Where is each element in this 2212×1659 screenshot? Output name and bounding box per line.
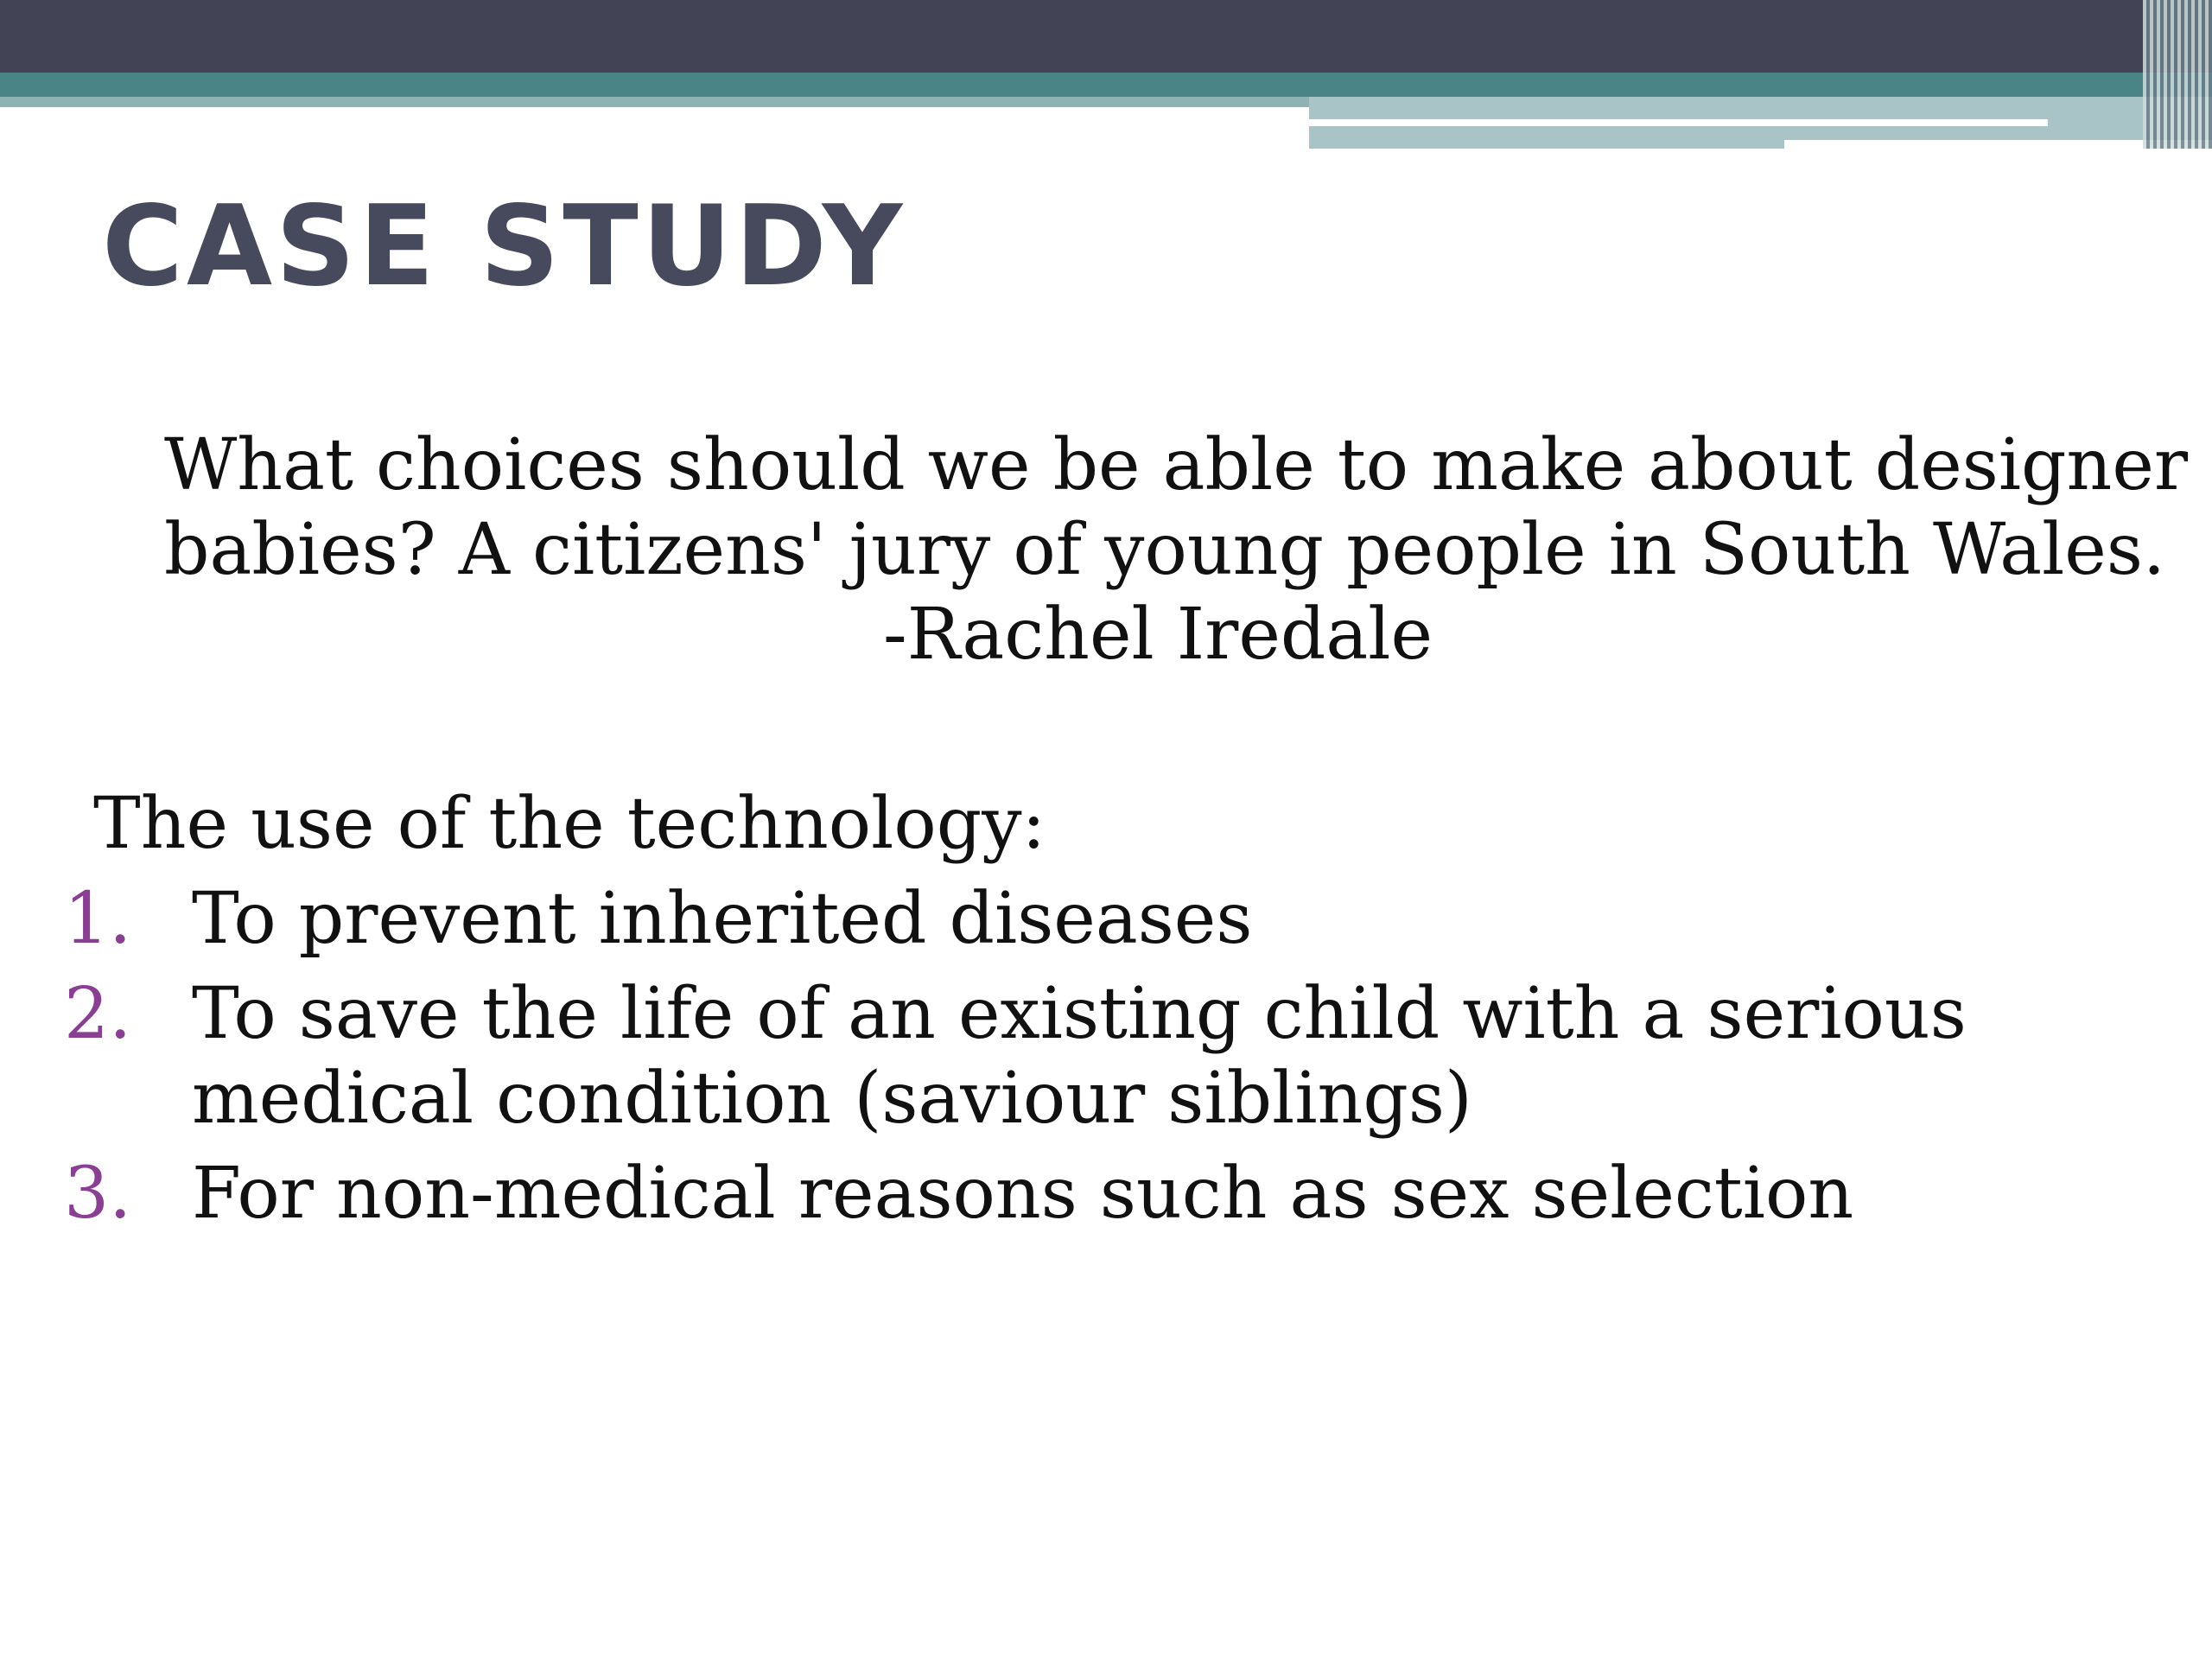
numbered-list	[0, 877, 2212, 1247]
quote-line-2: babies? A citizens' jury of young people in South Wales.	[164, 509, 2165, 591]
list-item-text: To save the life of an existing child with a serious medical condition (saviour siblings)	[192, 973, 1967, 1140]
corner-stripes-decoration	[2143, 0, 2212, 149]
header-band-dark	[0, 0, 2212, 73]
header-band-light	[0, 97, 1309, 107]
slide-title: CASE STUDY	[102, 182, 906, 311]
list-item	[0, 877, 2006, 962]
list-item	[0, 972, 2006, 1141]
quote-author: -Rachel Iredale	[882, 594, 1433, 676]
list-item-text: To prevent inherited diseases	[192, 878, 1253, 960]
header-band-teal	[0, 73, 2212, 97]
list-item-number: 3.	[64, 1153, 132, 1235]
list-item	[0, 1152, 2006, 1236]
quote-line-1: What choices should we be able to make about designer	[164, 424, 2189, 506]
header-band-right-line	[1309, 119, 2048, 126]
list-item-number: 1.	[64, 878, 132, 960]
list-item-text: For non-medical reasons such as sex selection	[192, 1153, 1854, 1235]
list-item-number: 2.	[64, 973, 132, 1055]
list-intro: The use of the technology:	[93, 783, 1046, 865]
quote-block	[164, 423, 2189, 677]
